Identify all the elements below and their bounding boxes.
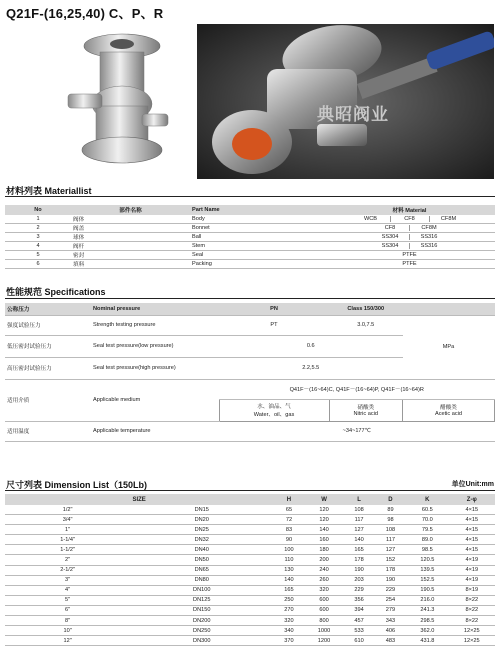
- medium-2-en: Nitric acid: [353, 411, 379, 417]
- dim-cell: 4×15: [449, 525, 495, 535]
- material-row: [5, 215, 495, 224]
- watermark-text: 典昭阀业: [317, 105, 389, 125]
- material-no: 3: [5, 233, 71, 242]
- dim-header: H: [273, 494, 304, 505]
- dim-cell: 4×15: [449, 545, 495, 555]
- material-part-en: Body: [190, 215, 324, 224]
- col-part-en: Part Name: [190, 205, 324, 215]
- dim-cell: 190: [375, 575, 406, 585]
- material-row: [5, 242, 495, 251]
- dim-cell: 165: [343, 545, 374, 555]
- dim-cell: 1/2": [5, 505, 130, 515]
- material-part-en: Packing: [190, 260, 324, 269]
- dim-cell: 240: [305, 565, 344, 575]
- material-value: CF8: [384, 225, 396, 231]
- valve-photo-small: [60, 24, 180, 169]
- materials-table: [5, 205, 495, 269]
- dim-cell: 4": [5, 585, 130, 595]
- dim-cell: 216.0: [406, 595, 448, 605]
- dim-cell: 3/4": [5, 515, 130, 525]
- spec-pn: PN: [219, 303, 329, 315]
- dim-cell: 229: [375, 585, 406, 595]
- dim-cell: 140: [305, 525, 344, 535]
- dim-cell: 4×15: [449, 505, 495, 515]
- dim-cell: 79.5: [406, 525, 448, 535]
- dim-row: [5, 505, 495, 515]
- dim-cell: 10": [5, 626, 130, 636]
- dim-cell: 8": [5, 616, 130, 626]
- dim-cell: 12×25: [449, 636, 495, 646]
- spec-value: 0.6: [219, 335, 403, 357]
- dim-cell: 5": [5, 595, 130, 605]
- dim-cell: 12×25: [449, 626, 495, 636]
- spec-models: Q41F－(16~64)C, Q41F－(16~64)P, Q41F－(16~64)R: [219, 379, 495, 399]
- spec-value: 2.2,5.5: [219, 357, 403, 379]
- dim-cell: 362.0: [406, 626, 448, 636]
- dim-cell: 1-1/2": [5, 545, 130, 555]
- dim-cell: 100: [273, 545, 304, 555]
- dimensions-table: [5, 494, 495, 646]
- material-part-cn: 阀盖: [71, 224, 190, 233]
- dim-cell: 120.5: [406, 555, 448, 565]
- spec-unit: MPa: [403, 315, 495, 379]
- dim-cell: 108: [343, 505, 374, 515]
- dim-cell: DN80: [130, 575, 273, 585]
- dim-cell: 4×19: [449, 575, 495, 585]
- dim-cell: 406: [375, 626, 406, 636]
- material-value: SS304: [381, 234, 399, 240]
- dim-cell: 89: [375, 505, 406, 515]
- dim-cell: 200: [305, 555, 344, 565]
- spec-label-en: Strength testing pressure: [91, 315, 219, 335]
- dim-cell: 130: [273, 565, 304, 575]
- dim-row: [5, 555, 495, 565]
- dim-cell: 298.5: [406, 616, 448, 626]
- dimensions-heading: 尺寸列表 Dimension List（150Lb): [6, 480, 148, 490]
- material-value: CF8: [390, 216, 429, 222]
- unit-label: 单位Unit:mm: [451, 481, 494, 488]
- valve-photo-large: [197, 24, 494, 179]
- dim-cell: 483: [375, 636, 406, 646]
- dim-cell: 108: [375, 525, 406, 535]
- spec-label-cn: 低压密封试验压力: [5, 335, 91, 357]
- dim-row: [5, 545, 495, 555]
- dim-cell: 2": [5, 555, 130, 565]
- dim-cell: 3": [5, 575, 130, 585]
- spec-value: 3.0,7.5: [329, 315, 403, 335]
- dim-cell: 8×22: [449, 595, 495, 605]
- material-part-en: Seal: [190, 251, 324, 260]
- dim-header: D: [375, 494, 406, 505]
- medium-3-cn: 醋酸类: [440, 405, 457, 411]
- dim-cell: 254: [375, 595, 406, 605]
- dim-cell: DN20: [130, 515, 273, 525]
- spec-label-en: Applicable medium: [91, 379, 219, 421]
- dim-cell: DN200: [130, 616, 273, 626]
- dim-header: W: [305, 494, 344, 505]
- dim-cell: DN150: [130, 605, 273, 615]
- material-row: [5, 233, 495, 242]
- dim-cell: DN250: [130, 626, 273, 636]
- material-value: SS316: [409, 243, 448, 249]
- spec-temp: ~34~177℃: [219, 421, 495, 441]
- material-no: 6: [5, 260, 71, 269]
- dim-cell: 120: [305, 505, 344, 515]
- dim-cell: 8×22: [449, 616, 495, 626]
- medium-1-en: Water、oil、gas: [253, 412, 295, 418]
- dim-cell: 83: [273, 525, 304, 535]
- col-material: 材料 Material: [324, 205, 495, 215]
- material-part-en: Stem: [190, 242, 324, 251]
- dim-cell: 6": [5, 605, 130, 615]
- dim-cell: 260: [305, 575, 344, 585]
- material-value: SS316: [409, 234, 448, 240]
- dim-cell: 8×22: [449, 605, 495, 615]
- dim-cell: 600: [305, 605, 344, 615]
- dim-cell: 1": [5, 525, 130, 535]
- spec-class: Class 150/300: [329, 303, 403, 315]
- dim-cell: 117: [375, 535, 406, 545]
- dim-row: [5, 525, 495, 535]
- dim-cell: 270: [273, 605, 304, 615]
- material-value: SS304: [381, 243, 399, 249]
- specs-table: [5, 303, 495, 442]
- spec-label-cn: 强度试验压力: [5, 315, 91, 335]
- dim-cell: 610: [343, 636, 374, 646]
- dim-cell: 152: [375, 555, 406, 565]
- dim-cell: 279: [375, 605, 406, 615]
- dim-cell: DN50: [130, 555, 273, 565]
- dim-cell: 343: [375, 616, 406, 626]
- dim-cell: 140: [343, 535, 374, 545]
- dim-cell: 178: [343, 555, 374, 565]
- dim-cell: 8×19: [449, 585, 495, 595]
- material-part-cn: 球体: [71, 233, 190, 242]
- material-part-en: Ball: [190, 233, 324, 242]
- dim-row: [5, 605, 495, 615]
- dim-cell: DN65: [130, 565, 273, 575]
- dim-row: [5, 626, 495, 636]
- material-no: 4: [5, 242, 71, 251]
- page-title: Q21F-(16,25,40) C、P、R: [6, 6, 164, 21]
- material-no: 1: [5, 215, 71, 224]
- dim-row: [5, 575, 495, 585]
- specs-heading: 性能规范 Specifications: [6, 287, 106, 297]
- dim-row: [5, 565, 495, 575]
- material-part-cn: 阀杆: [71, 242, 190, 251]
- spec-label-en: Applicable temperature: [91, 421, 219, 441]
- dim-cell: 190: [343, 565, 374, 575]
- material-row: [5, 224, 495, 233]
- dim-cell: 1200: [305, 636, 344, 646]
- dim-cell: 431.8: [406, 636, 448, 646]
- dim-cell: 241.3: [406, 605, 448, 615]
- dim-cell: 4×15: [449, 535, 495, 545]
- dim-cell: 800: [305, 616, 344, 626]
- medium-2-cn: 硝酸类: [357, 405, 375, 411]
- divider: [5, 298, 495, 299]
- dim-cell: 117: [343, 515, 374, 525]
- dim-cell: 60.5: [406, 505, 448, 515]
- dim-cell: 4×15: [449, 515, 495, 525]
- medium-3-en: Acetic acid: [434, 411, 463, 417]
- dim-cell: 229: [343, 585, 374, 595]
- dim-cell: 370: [273, 636, 304, 646]
- dim-cell: 190.5: [406, 585, 448, 595]
- spec-label-cn: 公称压力: [5, 303, 91, 315]
- material-row: [5, 260, 495, 269]
- dim-header: SIZE: [5, 494, 273, 505]
- dim-cell: 394: [343, 605, 374, 615]
- dim-cell: 4×19: [449, 555, 495, 565]
- spec-label-en: Seal test pressure(high pressure): [91, 357, 219, 379]
- material-part-cn: 填料: [71, 260, 190, 269]
- col-part-cn: 部件名称: [71, 205, 190, 215]
- dim-cell: DN25: [130, 525, 273, 535]
- dim-header: K: [406, 494, 448, 505]
- dim-header: Z-φ: [449, 494, 495, 505]
- dim-cell: 98: [375, 515, 406, 525]
- material-value: WCB: [363, 216, 378, 222]
- dim-cell: 1000: [305, 626, 344, 636]
- dim-cell: 12": [5, 636, 130, 646]
- material-value: CF8M: [429, 216, 468, 222]
- dim-cell: 340: [273, 626, 304, 636]
- dim-cell: 320: [305, 585, 344, 595]
- dim-row: [5, 585, 495, 595]
- dim-row: [5, 636, 495, 646]
- material-value: PTFE: [402, 261, 417, 267]
- dim-cell: 72: [273, 515, 304, 525]
- dim-cell: 139.5: [406, 565, 448, 575]
- dim-cell: 180: [305, 545, 344, 555]
- dim-cell: 89.0: [406, 535, 448, 545]
- dim-row: [5, 535, 495, 545]
- dim-cell: 320: [273, 616, 304, 626]
- dim-cell: 203: [343, 575, 374, 585]
- material-row: [5, 251, 495, 260]
- medium-1-cn: 水、油品、气: [257, 404, 291, 410]
- material-part-cn: 阀体: [71, 215, 190, 224]
- dim-cell: DN32: [130, 535, 273, 545]
- divider: [5, 490, 495, 491]
- spec-label-cn: 适用温度: [5, 421, 91, 441]
- material-part-cn: 密封: [71, 251, 190, 260]
- dim-row: [5, 515, 495, 525]
- dim-cell: 356: [343, 595, 374, 605]
- dim-header: L: [343, 494, 374, 505]
- material-value: CF8M: [409, 225, 448, 231]
- dim-cell: 90: [273, 535, 304, 545]
- dim-row: [5, 616, 495, 626]
- dim-cell: 165: [273, 585, 304, 595]
- dim-cell: 110: [273, 555, 304, 565]
- dim-cell: 160: [305, 535, 344, 545]
- dim-cell: DN40: [130, 545, 273, 555]
- material-no: 2: [5, 224, 71, 233]
- dim-cell: DN15: [130, 505, 273, 515]
- dim-cell: DN125: [130, 595, 273, 605]
- dim-cell: 533: [343, 626, 374, 636]
- dim-cell: DN300: [130, 636, 273, 646]
- material-no: 5: [5, 251, 71, 260]
- material-part-en: Bonnet: [190, 224, 324, 233]
- dim-cell: 98.5: [406, 545, 448, 555]
- col-no: No: [5, 205, 71, 215]
- dim-cell: DN100: [130, 585, 273, 595]
- dim-cell: 2-1/2": [5, 565, 130, 575]
- divider: [5, 196, 495, 197]
- spec-pt: PT: [219, 315, 329, 335]
- dim-cell: 140: [273, 575, 304, 585]
- dim-cell: 70.0: [406, 515, 448, 525]
- spec-label-en: Seal test pressure(low pressure): [91, 335, 219, 357]
- dim-cell: 127: [375, 545, 406, 555]
- dim-cell: 152.5: [406, 575, 448, 585]
- dim-cell: 250: [273, 595, 304, 605]
- material-value: PTFE: [402, 252, 417, 258]
- spec-label-en: Nominal pressure: [91, 303, 219, 315]
- dim-cell: 4×19: [449, 565, 495, 575]
- dim-cell: 178: [375, 565, 406, 575]
- dim-cell: 65: [273, 505, 304, 515]
- dim-row: [5, 595, 495, 605]
- dim-cell: 127: [343, 525, 374, 535]
- dim-cell: 1-1/4": [5, 535, 130, 545]
- dim-cell: 457: [343, 616, 374, 626]
- spec-label-cn: 高压密封试验压力: [5, 357, 91, 379]
- spec-label-cn: 适用介质: [5, 379, 91, 421]
- materials-heading: 材料列表 Materiallist: [6, 186, 92, 196]
- dim-cell: 600: [305, 595, 344, 605]
- dim-cell: 120: [305, 515, 344, 525]
